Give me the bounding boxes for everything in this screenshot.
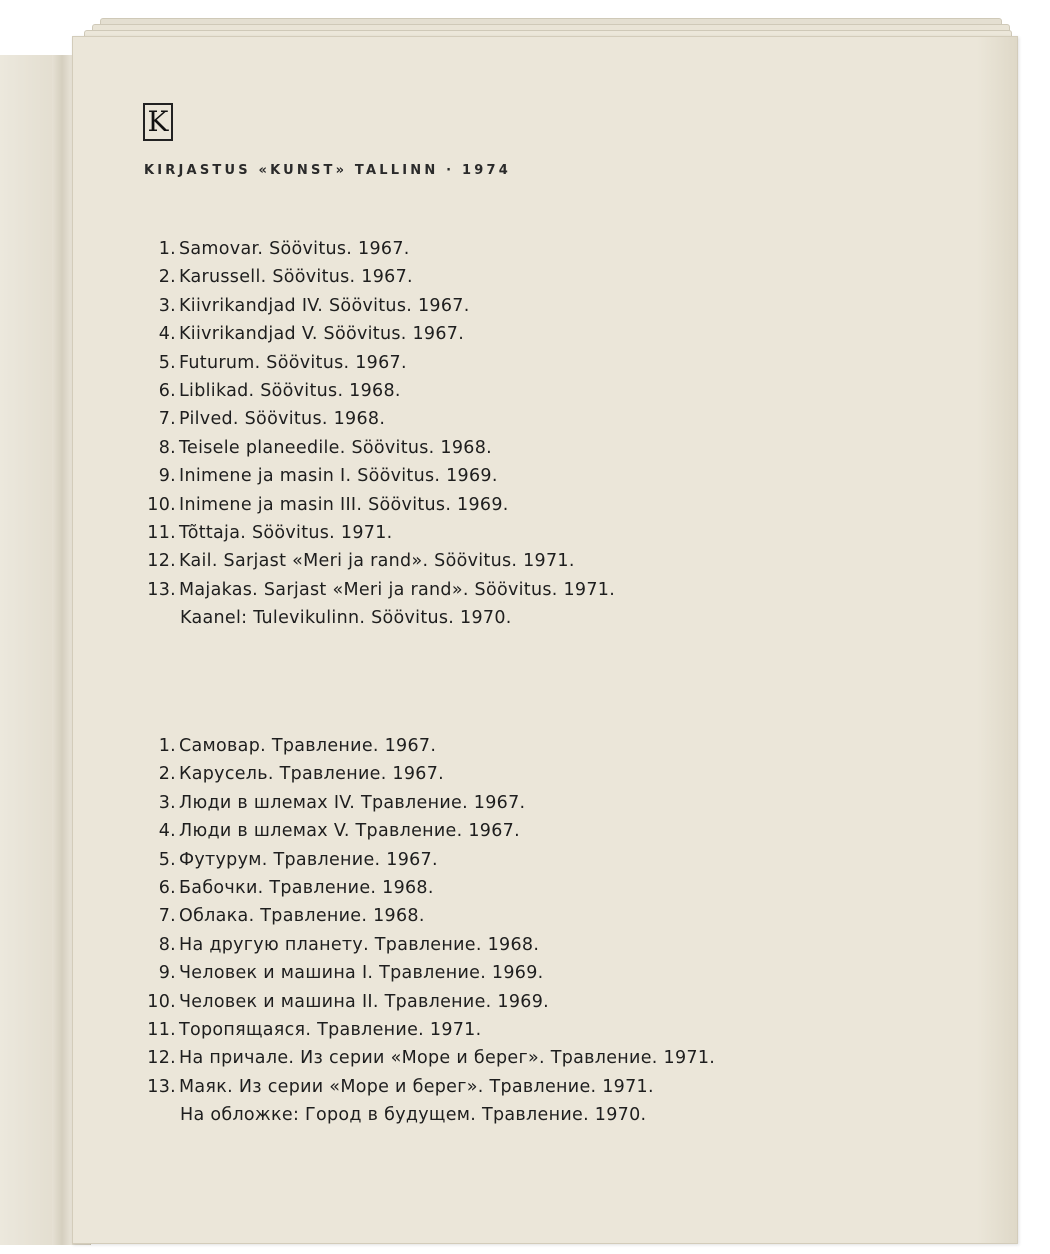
item-title: Kail. Sarjast «Meri ja rand». Söövitus. 1971. <box>179 551 575 572</box>
item-number: 10. <box>147 494 176 515</box>
item-number: 6. <box>158 380 176 401</box>
item-title: Samovar. Söövitus. 1967. <box>179 239 410 259</box>
list-item <box>133 462 615 490</box>
cover-fold <box>52 55 72 1245</box>
russian-artwork-list <box>133 732 715 1129</box>
item-title: Futurum. Söövitus. 1967. <box>179 352 407 373</box>
item-number: 3. <box>158 792 176 813</box>
item-number: 13. <box>147 579 176 600</box>
item-number: 13. <box>147 1076 176 1097</box>
item-title: Облака. Травление. 1968. <box>179 906 425 927</box>
item-title: Liblikad. Söövitus. 1968. <box>179 380 401 401</box>
item-title: Inimene ja masin I. Söövitus. 1969. <box>179 466 498 487</box>
item-title: Teisele planeedile. Söövitus. 1968. <box>179 437 492 458</box>
item-title: Люди в шлемах IV. Травление. 1967. <box>179 792 526 813</box>
list-item <box>133 377 615 405</box>
item-title: Человек и машина II. Травление. 1969. <box>179 991 549 1012</box>
item-title: Бабочки. Травление. 1968. <box>179 877 434 898</box>
cover-credit-et: Kaanel: Tulevikulinn. Söövitus. 1970. <box>180 608 512 629</box>
list-item <box>133 846 715 874</box>
item-title: Человек и машина I. Травление. 1969. <box>179 963 544 984</box>
cover-credit-ru: На обложке: Город в будущем. Травление. 1970. <box>180 1105 647 1126</box>
item-number: 2. <box>158 764 176 785</box>
list-item <box>133 235 615 263</box>
list-item <box>133 1016 715 1044</box>
item-number: 3. <box>158 295 176 316</box>
item-title: Маяк. Из серии «Море и берег». Травление. 1971. <box>179 1076 654 1097</box>
item-number: 11. <box>147 522 176 543</box>
item-title: Самовар. Травление. 1967. <box>179 736 437 756</box>
item-title: Kiivrikandjad IV. Söövitus. 1967. <box>179 295 470 316</box>
list-item <box>133 1044 715 1072</box>
list-item <box>133 320 615 348</box>
list-item <box>133 349 615 377</box>
item-number: 12. <box>147 551 176 572</box>
item-title: Карусель. Травление. 1967. <box>179 764 445 785</box>
item-number: 2. <box>158 267 176 288</box>
item-number: 8. <box>158 437 176 458</box>
list-item <box>133 547 615 575</box>
list-item <box>133 1073 715 1101</box>
item-number: 4. <box>158 821 176 842</box>
item-number: 9. <box>158 963 176 984</box>
item-number: 4. <box>158 324 176 345</box>
item-number: 1. <box>158 239 176 259</box>
item-title: Inimene ja masin III. Söövitus. 1969. <box>179 494 509 515</box>
item-number: 10. <box>147 991 176 1012</box>
item-number: 7. <box>158 906 176 927</box>
item-number: 7. <box>158 409 176 430</box>
list-item <box>133 491 615 519</box>
list-item <box>133 760 715 788</box>
item-number: 5. <box>158 849 176 870</box>
list-item <box>133 789 715 817</box>
item-title: Karussell. Söövitus. 1967. <box>179 267 413 288</box>
list-item <box>133 434 615 462</box>
list-item <box>133 931 715 959</box>
item-number: 6. <box>158 877 176 898</box>
list-item <box>133 902 715 930</box>
list-item <box>133 959 715 987</box>
estonian-artwork-list <box>133 235 615 632</box>
list-item <box>133 263 615 291</box>
list-item <box>133 732 715 760</box>
item-title: Pilved. Söövitus. 1968. <box>179 409 386 430</box>
item-number: 5. <box>158 352 176 373</box>
item-title: Kiivrikandjad V. Söövitus. 1967. <box>179 324 465 345</box>
item-number: 1. <box>158 736 176 756</box>
list-item <box>133 988 715 1016</box>
item-number: 9. <box>158 466 176 487</box>
list-item <box>133 519 615 547</box>
list-item <box>133 576 615 604</box>
list-item <box>133 292 615 320</box>
item-title: Люди в шлемах V. Травление. 1967. <box>179 821 520 842</box>
list-item <box>133 874 715 902</box>
item-title: Majakas. Sarjast «Meri ja rand». Söövitus. 1971. <box>179 579 616 600</box>
publisher-logo: K <box>143 103 173 141</box>
item-title: Футурум. Травление. 1967. <box>179 849 438 870</box>
item-number: 11. <box>147 1019 176 1040</box>
item-number: 8. <box>158 934 176 955</box>
publisher-line: KIRJASTUS «KUNST» TALLINN · 1974 <box>144 163 511 178</box>
item-title: На причале. Из серии «Море и берег». Травление. 1971. <box>179 1048 716 1069</box>
list-item <box>133 817 715 845</box>
item-number: 12. <box>147 1048 176 1069</box>
item-title: Торопящаяся. Травление. 1971. <box>179 1019 482 1040</box>
list-item <box>133 405 615 433</box>
list-page <box>72 36 1018 1244</box>
item-title: Tõttaja. Söövitus. 1971. <box>179 522 393 543</box>
item-title: На другую планету. Травление. 1968. <box>179 934 540 955</box>
